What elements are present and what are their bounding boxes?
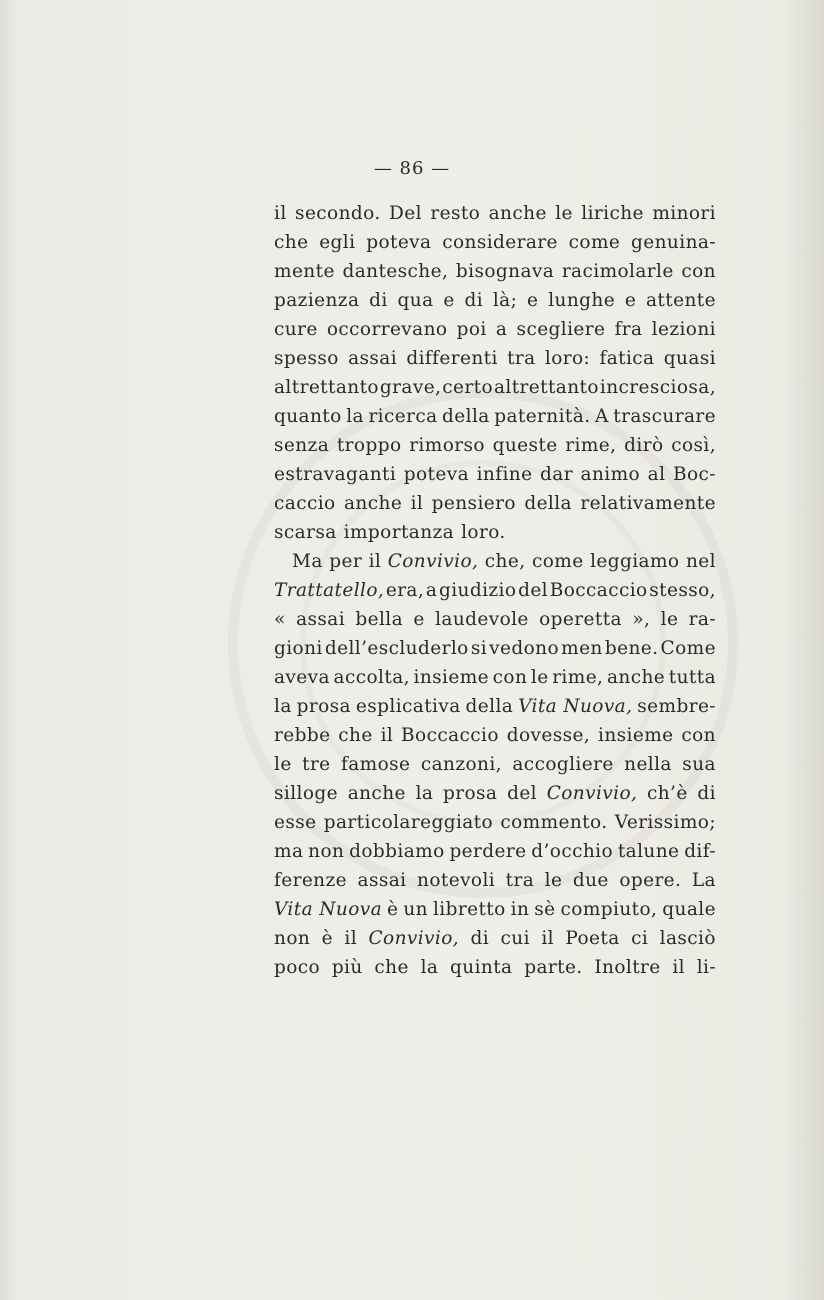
word: Boccaccio (549, 580, 648, 601)
word: con (681, 725, 716, 746)
word: non (308, 841, 345, 862)
word: nella (624, 754, 672, 775)
word: sua (682, 754, 716, 775)
word: liriche (581, 203, 644, 224)
word: caccio (274, 493, 336, 514)
word: anche (344, 493, 403, 514)
text-line (274, 895, 716, 924)
word: particolareggiato (323, 812, 494, 833)
word: dif- (684, 841, 716, 862)
word: che (338, 725, 373, 746)
word: come (531, 551, 584, 572)
word: quale (662, 899, 716, 920)
word: dar (540, 464, 573, 485)
word: le (555, 203, 573, 224)
text-line (274, 953, 716, 982)
word: « (274, 609, 286, 630)
word: lasciò (659, 928, 716, 949)
word: del (518, 580, 549, 601)
word: rime, (552, 667, 604, 688)
text-line (274, 750, 716, 779)
word: Del (389, 203, 422, 224)
word: gioni (274, 638, 323, 659)
word: anche (606, 667, 666, 688)
word: al (647, 464, 666, 485)
word: mente (274, 261, 335, 282)
word: ra- (688, 609, 716, 630)
word: talune (617, 841, 680, 862)
word: minori (652, 203, 716, 224)
word: scarsa (274, 522, 337, 543)
word: ch’è (646, 783, 688, 804)
text-line (274, 924, 716, 953)
word: esplicativa (355, 696, 461, 717)
word: che (274, 232, 309, 253)
text-line (274, 431, 716, 460)
word: in (510, 899, 530, 920)
word: Poeta (565, 928, 620, 949)
italic-title-word: Trattatello, (274, 580, 385, 601)
word: silloge (274, 783, 338, 804)
word: differenti (406, 348, 498, 369)
word: laudevole (435, 609, 529, 630)
word: Boc- (672, 464, 716, 485)
word: che (374, 957, 409, 978)
word: poi (456, 319, 487, 340)
text-line (274, 605, 716, 634)
word: queste (492, 435, 558, 456)
word: paternità. (494, 406, 591, 427)
word: egli (319, 232, 356, 253)
word: parte. (524, 957, 583, 978)
word: perdere (449, 841, 527, 862)
word: dobbiamo (349, 841, 445, 862)
word: nel (685, 551, 716, 572)
word: Boccaccio (401, 725, 499, 746)
word: la (274, 696, 292, 717)
text-line (274, 228, 716, 257)
word: fra (614, 319, 643, 340)
word: più (331, 957, 363, 978)
word: cure (274, 319, 318, 340)
word: occorrevano (326, 319, 448, 340)
word: il (368, 551, 382, 572)
word: relativamente (580, 493, 716, 514)
word: infine (476, 464, 533, 485)
word: di (697, 783, 716, 804)
word: altrettanto (493, 377, 599, 398)
word: il (274, 203, 287, 224)
word: del (507, 783, 537, 804)
word: anche (488, 203, 547, 224)
word: anche (347, 783, 406, 804)
word: opere. (619, 870, 682, 891)
word: insieme (598, 725, 674, 746)
word: secondo. (295, 203, 381, 224)
word: trascurare (613, 406, 716, 427)
word: quasi (663, 348, 716, 369)
word: accolta, (333, 667, 410, 688)
text-line (274, 199, 716, 228)
word: dirò (624, 435, 664, 456)
word: di (464, 290, 484, 311)
word: la (346, 406, 364, 427)
word: estravaganti (274, 464, 397, 485)
italic-title-word: Vita Nuova (274, 899, 383, 920)
text-line (274, 518, 716, 547)
word: tra (505, 870, 535, 891)
italic-title-word: Vita Nuova, (518, 696, 633, 717)
word: come (568, 232, 621, 253)
word: compiuto, (560, 899, 658, 920)
word: non (274, 928, 311, 949)
word: il (380, 725, 394, 746)
word: per (329, 551, 363, 572)
word: tre (302, 754, 331, 775)
text-line (274, 315, 716, 344)
text-line (274, 634, 716, 663)
word: resto (430, 203, 481, 224)
word: assai (296, 609, 346, 630)
word: Inoltre (594, 957, 661, 978)
word: pazienza (274, 290, 360, 311)
word: e (413, 609, 425, 630)
word: stesso, (649, 580, 716, 601)
word: giudizio (438, 580, 517, 601)
word: sè (534, 899, 556, 920)
word: famose (340, 754, 411, 775)
italic-title-word: Convivio, (368, 928, 460, 949)
word: qua (397, 290, 434, 311)
word: il (410, 493, 424, 514)
word: Come (660, 638, 716, 659)
word: lunghe (548, 290, 616, 311)
text-line (274, 344, 716, 373)
word: il (344, 928, 358, 949)
word: ci (631, 928, 649, 949)
word: a (425, 580, 438, 601)
word: leggiamo (590, 551, 680, 572)
word: animo (580, 464, 641, 485)
page-number: — 86 — (373, 158, 451, 179)
word: bella (355, 609, 404, 630)
word: di (369, 290, 388, 311)
word: la (420, 957, 439, 978)
word: tra (507, 348, 536, 369)
word: ferenze (274, 870, 347, 891)
word: prosa (296, 696, 351, 717)
word: la (415, 783, 434, 804)
text-line (274, 460, 716, 489)
word: e (527, 290, 539, 311)
word: sembre- (637, 696, 716, 717)
word: troppo (336, 435, 402, 456)
word: Ma (292, 551, 323, 572)
italic-title-word: Convivio, (546, 783, 638, 804)
word: bisognava (455, 261, 555, 282)
word: poteva (366, 232, 432, 253)
word: le (544, 870, 563, 891)
word: di (470, 928, 490, 949)
word: tutta (668, 667, 716, 688)
word: certo (442, 377, 494, 398)
word: loro. (461, 522, 506, 543)
word: men (561, 638, 603, 659)
word: cui (500, 928, 530, 949)
word: racimolarle (561, 261, 674, 282)
word: assai (348, 348, 398, 369)
word: altrettanto (274, 377, 379, 398)
word: così, (671, 435, 716, 456)
text-line (274, 402, 716, 431)
word: fatica (599, 348, 655, 369)
word: spesso (274, 348, 339, 369)
word: insieme (413, 667, 490, 688)
word: dantesche, (342, 261, 449, 282)
word: senza (274, 435, 330, 456)
word: con (681, 261, 716, 282)
text-line (274, 257, 716, 286)
word: Verissimo; (614, 812, 716, 833)
word: rime, (565, 435, 617, 456)
word: genuina- (631, 232, 716, 253)
word: quanto (274, 406, 342, 427)
word: là; (492, 290, 518, 311)
word: quinta (450, 957, 513, 978)
text-line (274, 866, 716, 895)
text-line (274, 547, 716, 576)
word: considerare (442, 232, 558, 253)
word: un (403, 899, 428, 920)
word: vedono (489, 638, 560, 659)
word: ricerca (368, 406, 438, 427)
text-line (274, 576, 716, 605)
text-line (274, 808, 716, 837)
word: incresciosa, (599, 377, 716, 398)
word: attente (646, 290, 716, 311)
text-line (274, 663, 716, 692)
word: grave, (379, 377, 442, 398)
text-line (274, 837, 716, 866)
word: dell’escluderlo (324, 638, 469, 659)
word: assai (357, 870, 407, 891)
word: le (660, 609, 679, 630)
word: a (495, 319, 508, 340)
word: li- (696, 957, 716, 978)
word: le (530, 667, 549, 688)
word: d’occhio (531, 841, 614, 862)
text-line (274, 489, 716, 518)
word: il (541, 928, 554, 949)
word: si (470, 638, 488, 659)
word: della (442, 406, 490, 427)
word: notevoli (417, 870, 496, 891)
word: pensiero (431, 493, 516, 514)
word: accogliere (512, 754, 614, 775)
word: con (492, 667, 528, 688)
word: lezioni (651, 319, 716, 340)
word: esse (274, 812, 317, 833)
word: è (387, 899, 399, 920)
word: che, (484, 551, 526, 572)
word: rimorso (409, 435, 485, 456)
word: A (594, 406, 609, 427)
word: il (672, 957, 685, 978)
text-line (274, 779, 716, 808)
word: della (465, 696, 514, 717)
text-line (274, 721, 716, 750)
word: ma (274, 841, 304, 862)
word: era, (385, 580, 425, 601)
word: e (443, 290, 455, 311)
word: e (624, 290, 637, 311)
italic-title-word: Convivio, (387, 551, 479, 572)
word: », (632, 609, 651, 630)
word: commento. (500, 812, 608, 833)
body-text (274, 199, 716, 982)
word: poco (274, 957, 321, 978)
word: importanza (343, 522, 455, 543)
word: La (691, 870, 716, 891)
word: libretto (432, 899, 506, 920)
word: rebbe (274, 725, 331, 746)
text-line (274, 373, 716, 402)
word: loro: (544, 348, 591, 369)
word: due (572, 870, 609, 891)
word: canzoni, (420, 754, 502, 775)
word: scegliere (516, 319, 606, 340)
word: aveva (274, 667, 330, 688)
text-line (274, 286, 716, 315)
word: poteva (403, 464, 469, 485)
word: dovesse, (506, 725, 591, 746)
text-line (274, 692, 716, 721)
word: bene. (604, 638, 659, 659)
word: della (524, 493, 572, 514)
word: prosa (443, 783, 498, 804)
word: è (321, 928, 333, 949)
word: operetta (539, 609, 622, 630)
word: le (274, 754, 292, 775)
